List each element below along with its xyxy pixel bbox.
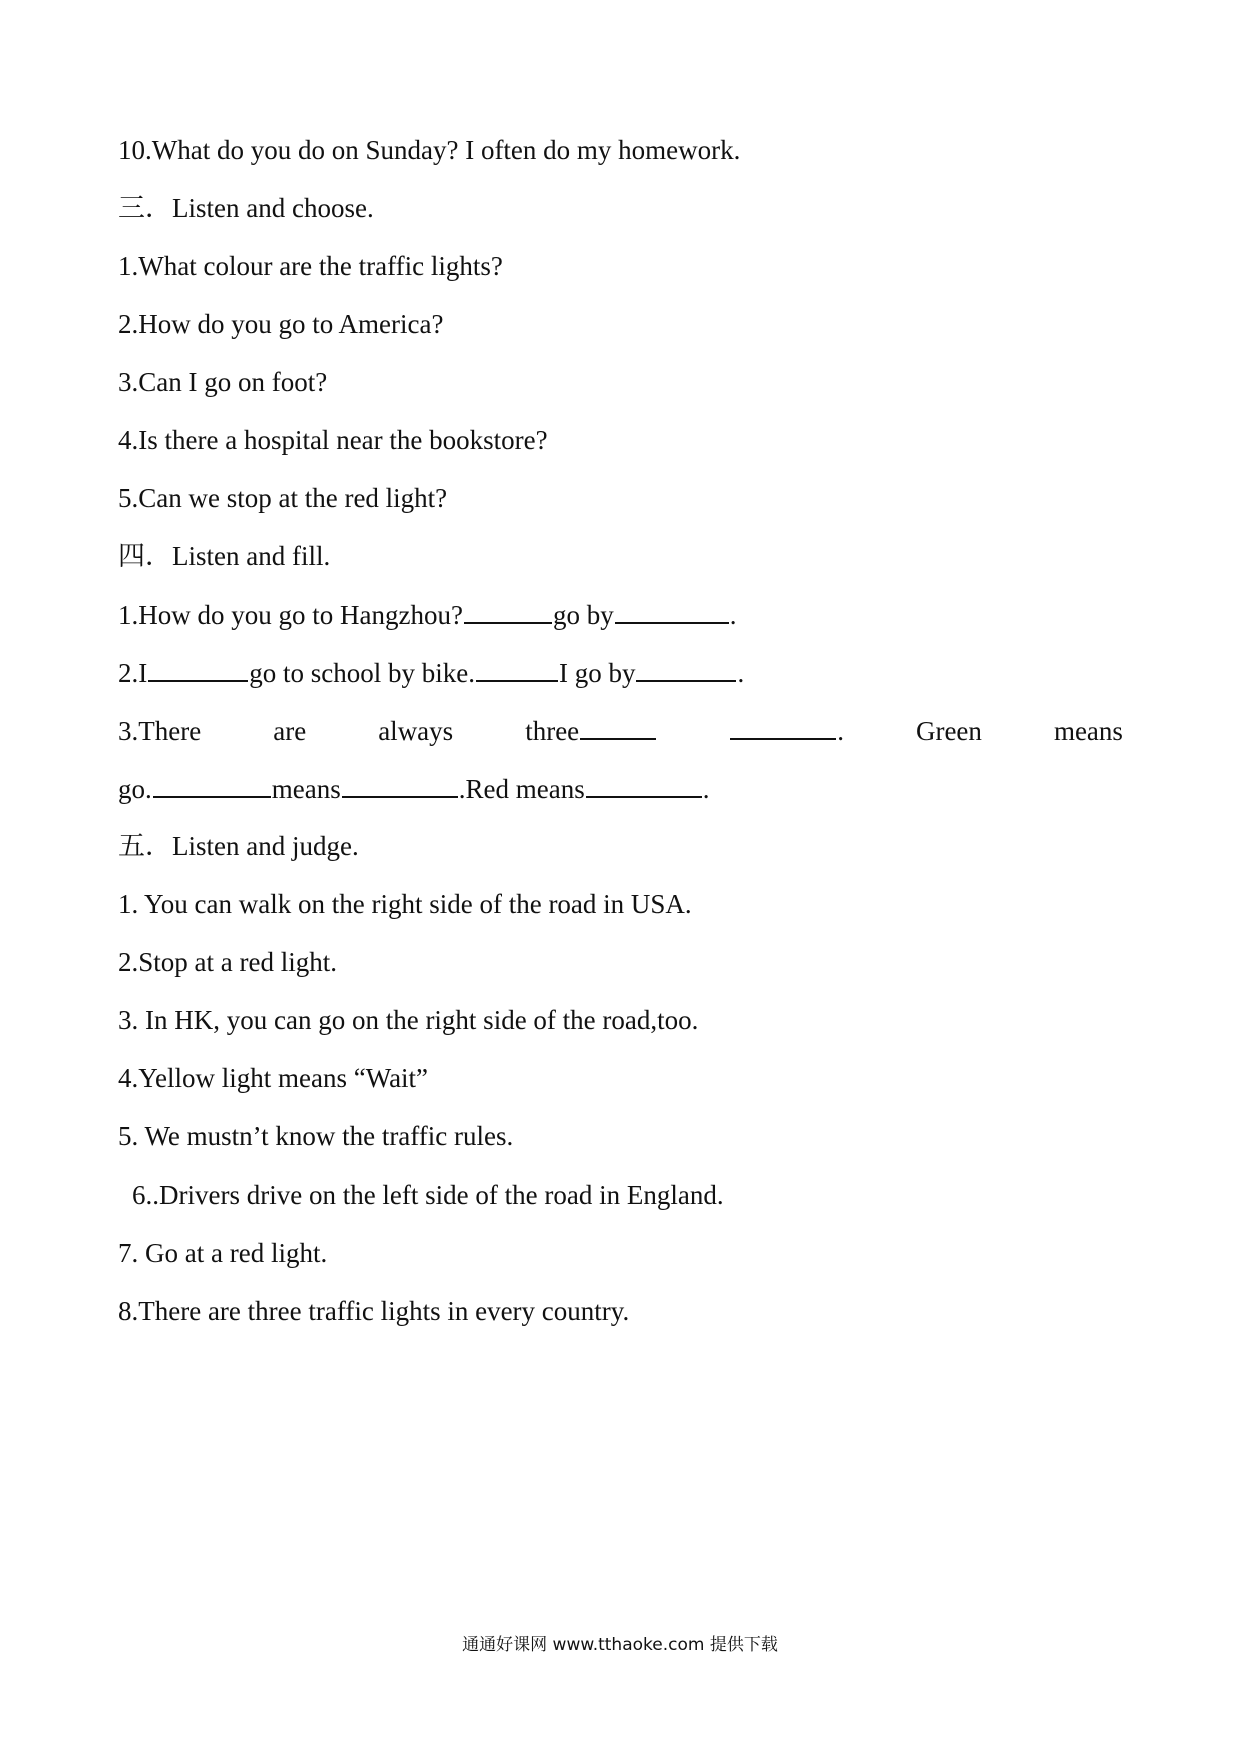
q3-word: means bbox=[1053, 716, 1123, 746]
q3-text-c: .Red means bbox=[458, 774, 585, 804]
q3-word-with-blank bbox=[729, 714, 844, 747]
answer-blank[interactable] bbox=[636, 656, 736, 682]
q3-word: always bbox=[378, 716, 454, 746]
section-3-item-3: 3.Can I go on foot? bbox=[118, 367, 328, 397]
section-4-question-1 bbox=[118, 598, 736, 631]
answer-blank[interactable] bbox=[464, 598, 552, 624]
q3-word: three bbox=[525, 716, 580, 746]
answer-blank[interactable] bbox=[148, 656, 248, 682]
q2-text-b: go to school by bike. bbox=[249, 658, 475, 688]
q2-text-c: I go by bbox=[558, 658, 636, 688]
q3-text-b: means bbox=[271, 774, 341, 804]
q2-text-a: 2.I bbox=[118, 658, 148, 688]
q3-word-with-blank bbox=[525, 714, 657, 747]
question-2-10: 10.What do you do on Sunday? I often do my homework. bbox=[118, 135, 741, 165]
section-4-heading: 四．Listen and fill. bbox=[118, 541, 331, 571]
section-3-item-2: 2.How do you go to America? bbox=[118, 309, 444, 339]
q3-word: are bbox=[273, 716, 307, 746]
q1-text-a: 1.How do you go to Hangzhou? bbox=[118, 600, 463, 630]
section-5-item-5: 5. We mustn’t know the traffic rules. bbox=[118, 1121, 514, 1151]
q1-text-c: . bbox=[729, 600, 737, 630]
section-5-item-1: 1. You can walk on the right side of the road in USA. bbox=[118, 889, 692, 919]
section-5-item-2: 2.Stop at a red light. bbox=[118, 947, 337, 977]
section-4-question-3-line-1 bbox=[118, 714, 1123, 747]
q3-word: Green bbox=[915, 716, 982, 746]
section-3-heading: 三．Listen and choose. bbox=[118, 193, 374, 223]
section-3-item-1: 1.What colour are the traffic lights? bbox=[118, 251, 503, 281]
section-4-question-3-line-2 bbox=[118, 772, 709, 805]
section-5-item-6: 6..Drivers drive on the left side of the road in England. bbox=[132, 1180, 724, 1210]
section-3-item-5: 5.Can we stop at the red light? bbox=[118, 483, 448, 513]
answer-blank[interactable] bbox=[615, 598, 729, 624]
section-5-item-8: 8.There are three traffic lights in every country. bbox=[118, 1296, 630, 1326]
q3-text-d: . bbox=[702, 774, 710, 804]
answer-blank[interactable] bbox=[586, 772, 702, 798]
section-5-item-4: 4.Yellow light means “Wait” bbox=[118, 1063, 429, 1093]
q1-text-b: go by bbox=[552, 600, 614, 630]
answer-blank[interactable] bbox=[342, 772, 458, 798]
section-4-question-2 bbox=[118, 656, 744, 689]
section-5-item-7: 7. Go at a red light. bbox=[118, 1238, 328, 1268]
q3-word: 3.There bbox=[118, 716, 202, 746]
section-3-item-4: 4.Is there a hospital near the bookstore? bbox=[118, 425, 548, 455]
q3-word: . bbox=[837, 716, 844, 746]
answer-blank[interactable] bbox=[730, 714, 836, 740]
answer-blank[interactable] bbox=[580, 714, 656, 740]
section-5-heading: 五．Listen and judge. bbox=[118, 831, 359, 861]
section-5-item-3: 3. In HK, you can go on the right side of the road,too. bbox=[118, 1005, 699, 1035]
q3-text-a: go. bbox=[118, 774, 152, 804]
answer-blank[interactable] bbox=[476, 656, 558, 682]
q2-text-d: . bbox=[737, 658, 745, 688]
page-footer: 通通好课网 www.tthaoke.com 提供下载 bbox=[462, 1635, 778, 1655]
answer-blank[interactable] bbox=[153, 772, 271, 798]
